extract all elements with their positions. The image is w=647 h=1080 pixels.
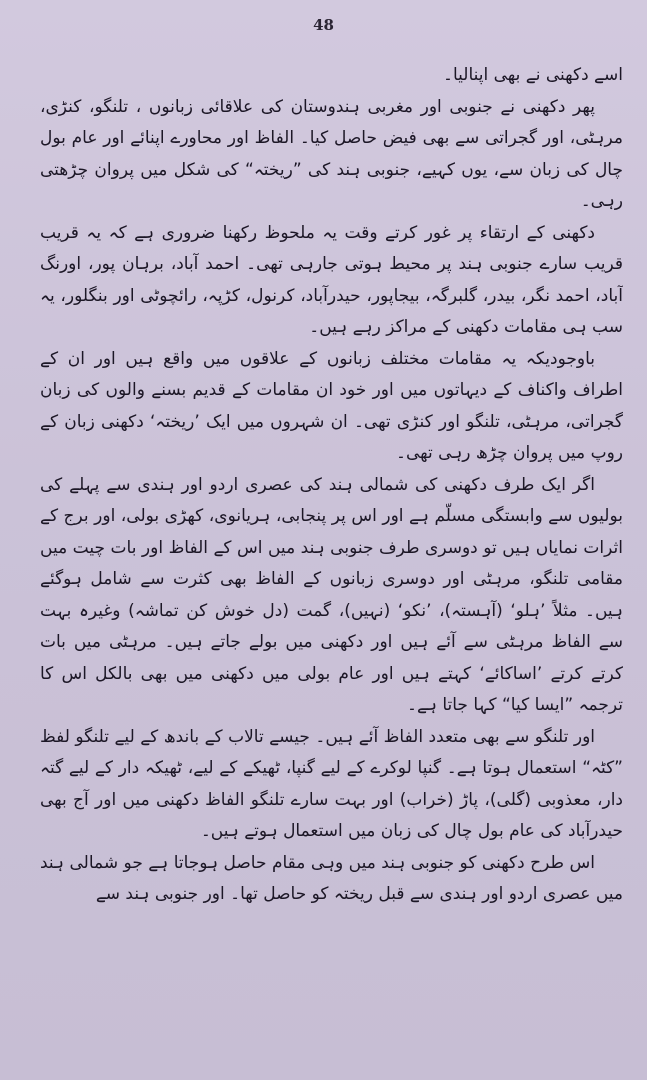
paragraph-5: اگر ایک طرف دکھنی کی شمالی ہند کی عصری اردو اور ہندی سے پہلے کی بولیوں سے وابستگی مسلّم ہے اور اس پر پنجابی، ہریانوی، کھڑی بولی، اور برج کے اثرات نمایاں ہیں تو دوسری طرف جنوبی ہند میں اس کے الفاظ اور بات چیت میں مقامی تلنگو، مرہٹی اور دوسری زبانوں کے الفاظ بھی کثرت سے شامل ہوگئے ہیں۔ مثلاً ’ہلو‘ (آہستہ)، ’نکو‘ (نہیں)، گمت (دل خوش کن تماشہ) وغیرہ بہت سے الفاظ مرہٹی سے آئے ہیں اور دکھنی میں بولے جاتے ہیں۔ مرہٹی میں بات کرتے کرتے ’اساکائے‘ کہتے ہیں اور عام بولی میں دکھنی میں بھی بالکل اس کا ترجمہ ”ایسا کیا“ کہا جاتا ہے۔ [40, 474, 623, 715]
paragraph-7: اس طرح دکھنی کو جنوبی ہند میں وہی مقام حاصل ہوجاتا ہے جو شمالی ہند میں عصری اردو اور ہندی سے قبل ریختہ کو حاصل تھا۔ اور جنوبی ہند سے [40, 852, 623, 904]
paragraph-4: باوجودیکہ یہ مقامات مختلف زبانوں کے علاقوں میں واقع ہیں اور ان کے اطراف واکناف کے دیہاتوں میں اور خود ان مقامات کے قدیم بسنے والوں کی زبان گجراتی، مرہٹی، تلنگو اور کنڑی تھی۔ ان شہروں میں ایک ’ریختہ‘ دکھنی زبان کے روپ میں پروان چڑھ رہی تھی۔ [40, 348, 623, 463]
paragraph-6: اور تلنگو سے بھی متعدد الفاظ آئے ہیں۔ جیسے تالاب کے باندھ کے لیے تلنگو لفظ ”کٹہ“ استعمال ہوتا ہے۔ گنپا لوکرے کے لیے گنپا، ٹھیکے کے لیے، ٹھیکہ دار کے لیے گتہ دار، معذوبی (گلی)، پاڑ (خراب) اور بہت سارے تلنگو الفاظ دکھنی میں اور آج بھی حیدرآباد کی عام بول چال کی زبان میں استعمال ہوتے ہیں۔ [40, 726, 623, 841]
page-number: 48 [313, 16, 334, 34]
paragraph-2: پھر دکھنی نے جنوبی اور مغربی ہندوستان کی علاقائی زبانوں ، تلنگو، کنڑی، مرہٹی، اور گجراتی سے بھی فیض حاصل کیا۔ الفاظ اور محاورے اپنائے اور عام بول چال کی زبان سے، یوں کہیے، جنوبی ہند کی ”ریختہ“ کی شکل میں پروان چڑھتی رہی۔ [40, 96, 623, 211]
page-body-text [40, 60, 623, 1070]
paragraph-3: دکھنی کے ارتقاء پر غور کرتے وقت یہ ملحوظ رکھنا ضروری ہے کہ یہ قریب قریب سارے جنوبی ہند پر محیط ہوتی جارہی تھی۔ احمد آباد، برہان پور، اورنگ آباد، احمد نگر، بیدر، گلبرگہ، بیجاپور، حیدرآباد، کرنول، کڑپہ، رائچوٹی اور بنگلور، یہ سب ہی مقامات دکھنی کے مراکز رہے ہیں۔ [40, 222, 623, 337]
paragraph-1: اسے دکھنی نے بھی اپنالیا۔ [443, 65, 623, 85]
